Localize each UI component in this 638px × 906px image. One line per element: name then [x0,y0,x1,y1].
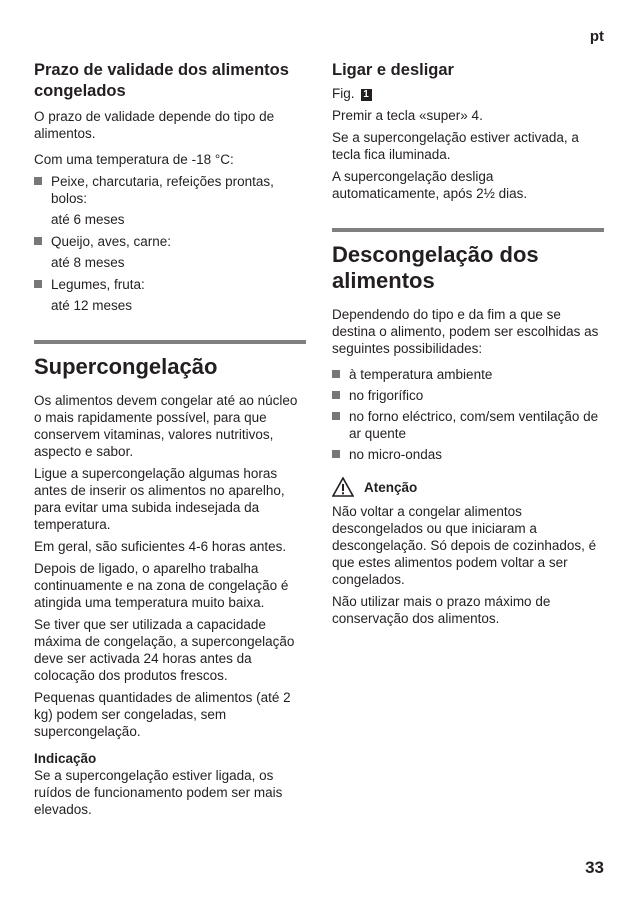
thaw-intro: Dependendo do tipo e da fim a que se destina o alimento, podem ser escolhidas as seguintes possibilidades: [332,307,599,356]
page-number: 33 [585,858,604,877]
shelf-life-intro: O prazo de validade depende do tipo de alimentos. [34,109,275,141]
warning-text: Não voltar a congelar alimentos descongelados ou que iniciaram a descongelação. Só depois de cozinhados, é que estes alimentos podem voltar a ser congelados. [332,504,597,587]
section-divider [34,340,306,344]
language-code: pt [589,28,604,45]
list-item [332,387,604,404]
paragraph: Se a supercongelação estiver activada, a tecla fica iluminada. [332,130,579,162]
paragraph: Em geral, são suficientes 4-6 horas antes. [34,539,287,554]
note-title: Indicação [34,751,97,766]
paragraph: Os alimentos devem congelar até ao núcleo o mais rapidamente possível, para que conservem vitaminas, valores nutritivos, aspecto e sabor. [34,393,298,459]
item-label: à temperatura ambiente [349,367,493,382]
temperature-line: Com uma temperatura de -18 °C: [34,152,234,167]
list-item [34,276,306,293]
square-bullet-icon [34,237,42,245]
item-label: Queijo, aves, carne: [51,234,172,249]
supercongelacao-heading: Supercongelação [34,354,218,379]
item-label: Legumes, fruta: [51,277,145,292]
square-bullet-icon [332,450,340,458]
fig-label: Fig. [332,86,355,101]
shelf-life-list [34,173,306,314]
square-bullet-icon [34,177,42,185]
item-duration: até 6 meses [51,212,125,227]
list-item [332,366,604,383]
paragraph: Pequenas quantidades de alimentos (até 2 kg) podem ser congeladas, sem supercongelação. [34,690,291,739]
square-bullet-icon [332,412,340,420]
item-label: Peixe, charcutaria, refeições prontas, bolos: [51,174,274,206]
square-bullet-icon [34,280,42,288]
paragraph: Se tiver que ser utilizada a capacidade máxima de congelação, a supercongelação deve ser activada 24 horas antes da colocação dos produtos frescos. [34,617,295,683]
item-duration: até 12 meses [51,298,133,313]
figure-reference [332,85,604,102]
item-label: no forno eléctrico, com/sem ventilação de ar quente [349,409,599,441]
on-off-heading: Ligar e desligar [332,61,454,79]
section-divider [332,228,604,232]
warning-triangle-icon [332,477,354,497]
figure-number-badge: 1 [361,89,372,101]
list-item [332,446,604,463]
square-bullet-icon [332,391,340,399]
shelf-life-heading: Prazo de validade dos alimentos congelados [34,61,289,100]
warning-text: Não utilizar mais o prazo máximo de conservação dos alimentos. [332,594,551,626]
warning-title: Atenção [364,479,418,495]
list-item [34,233,306,250]
paragraph: Premir a tecla «super» 4. [332,108,483,123]
item-label: no micro-ondas [349,447,443,462]
paragraph: A supercongelação desliga automaticamente, após 2½ dias. [332,169,528,201]
paragraph: Depois de ligado, o aparelho trabalha continuamente e na zona de congelação é atingida uma temperatura muito baixa. [34,561,289,610]
list-item [332,408,604,442]
left-column [34,60,306,823]
list-item [34,173,306,207]
right-column [332,60,604,632]
note-text: Se a supercongelação estiver ligada, os ruídos de funcionamento podem ser mais elevados. [34,768,283,817]
warning-header [332,477,604,497]
paragraph: Ligue a supercongelação algumas horas antes de inserir os alimentos no aparelho, para evitar uma subida indesejada da temperatura. [34,466,285,532]
descongelacao-heading: Descongelação dos alimentos [332,242,539,293]
thaw-options-list [332,366,604,463]
item-label: no frigorífico [349,388,424,403]
item-duration: até 8 meses [51,255,125,270]
square-bullet-icon [332,370,340,378]
